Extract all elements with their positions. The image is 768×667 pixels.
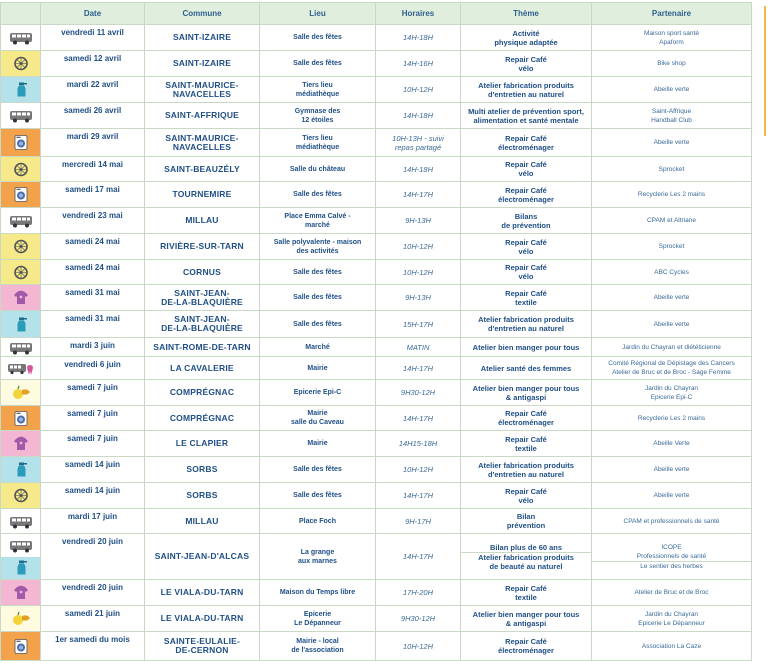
- partner-cell: Jardin du Chayran Epicerie Le Dépanneur: [592, 606, 752, 632]
- commune-cell: CORNUS: [145, 260, 260, 285]
- lieu-cell: Salle des fêtes: [260, 483, 376, 509]
- theme-cell: Atelier bien manger pour tous & antigaspi: [461, 606, 592, 632]
- partner-cell: Abeille verte: [592, 483, 752, 509]
- horaires-cell: 14H-17H: [376, 406, 461, 431]
- washing-machine-icon: [1, 129, 40, 156]
- icon-cell: [1, 77, 41, 103]
- table-row: [1, 632, 752, 661]
- horaires-cell: 14H-18H: [376, 25, 461, 51]
- bicycle-wheel-icon: [1, 157, 40, 181]
- horaires-cell: 9H-13H: [376, 208, 461, 234]
- lieu-cell: Marché: [260, 338, 376, 357]
- fruit-icon: [1, 380, 40, 405]
- partner-cell: Abeille verte: [592, 457, 752, 483]
- commune-cell: LE VIALA-DU-TARN: [145, 606, 260, 632]
- table-row: [1, 182, 752, 208]
- table-row: [1, 380, 752, 406]
- partner-cell: Comité Régional de Dépistage des Cancers Atelier de Bruc et de Broc - Sage Femme: [592, 357, 752, 380]
- icon-cell: [1, 606, 41, 632]
- partner-cell: ICOPE Professionnels de santé: [592, 543, 751, 562]
- horaires-cell: 10H-12H: [376, 234, 461, 260]
- lieu-cell: Salle des fêtes: [260, 285, 376, 311]
- horaires-cell: 15H-17H: [376, 311, 461, 338]
- shirt-icon: [1, 431, 40, 456]
- theme-cell: Bilan plus de 60 ans: [461, 543, 591, 553]
- bicycle-wheel-icon: [1, 483, 40, 508]
- date-cell: vendredi 11 avril: [41, 25, 145, 51]
- icon-cell: [1, 182, 41, 208]
- theme-cell: Atelier fabrication produits d'entretien au naturel: [461, 77, 592, 103]
- table-row: [1, 606, 752, 632]
- date-cell: mardi 29 avril: [41, 129, 145, 157]
- table-row: [1, 234, 752, 260]
- lieu-cell: Mairie: [260, 357, 376, 380]
- icon-cell: [1, 457, 41, 483]
- theme-cell: Repair Café vélo: [461, 157, 592, 182]
- lieu-cell: Salle des fêtes: [260, 51, 376, 77]
- lieu-cell: Mairie: [260, 431, 376, 457]
- commune-cell: SAINT-JEAN- DE-LA-BLAQUIÈRE: [145, 285, 260, 311]
- partner-cell: Association La Caze: [592, 632, 752, 661]
- date-cell: samedi 7 juin: [41, 431, 145, 457]
- commune-cell: SAINT-ROME-DE-TARN: [145, 338, 260, 357]
- date-cell: samedi 26 avril: [41, 103, 145, 129]
- icon-cell: [1, 103, 41, 129]
- commune-cell: SAINT-IZAIRE: [145, 25, 260, 51]
- table-row: [1, 208, 752, 234]
- icon-cell: [1, 632, 41, 661]
- partner-cell: Abeille verte: [592, 311, 752, 338]
- table-row: [1, 129, 752, 157]
- theme-cell: Repair Café électroménager: [461, 182, 592, 208]
- horaires-cell: 10H-12H: [376, 77, 461, 103]
- partner-cell: Abeille verte: [592, 77, 752, 103]
- table-row: [1, 51, 752, 77]
- commune-cell: SAINTE-EULALIE- DE-CERNON: [145, 632, 260, 661]
- commune-cell: SORBS: [145, 483, 260, 509]
- washing-machine-icon: [1, 182, 40, 207]
- partner-cell: Sprocket: [592, 234, 752, 260]
- date-cell: mercredi 14 mai: [41, 157, 145, 182]
- shirt-icon: [1, 285, 40, 310]
- schedule-container: [0, 2, 752, 661]
- lieu-cell: Place Foch: [260, 509, 376, 534]
- icon-cell: [1, 129, 41, 157]
- commune-cell: RIVIÈRE-SUR-TARN: [145, 234, 260, 260]
- table-row: [1, 77, 752, 103]
- header-partenaire: Partenaire: [592, 3, 752, 25]
- date-cell: samedi 14 juin: [41, 483, 145, 509]
- header-icon: [1, 3, 41, 25]
- partner-cell: Jardin du Chayran Epicerie Epi-C: [592, 380, 752, 406]
- bicycle-wheel-icon: [1, 234, 40, 259]
- theme-cell: Repair Café textile: [461, 285, 592, 311]
- lieu-cell: Salle des fêtes: [260, 182, 376, 208]
- theme-cell: Multi atelier de prévention sport, alimentation et santé mentale: [461, 103, 592, 129]
- horaires-cell: 14H-17H: [376, 357, 461, 380]
- horaires-cell: 14H-18H: [376, 157, 461, 182]
- partner-cell: ABC Cycles: [592, 260, 752, 285]
- commune-cell: LE VIALA-DU-TARN: [145, 580, 260, 606]
- header-date: Date: [41, 3, 145, 25]
- icon-cell: [1, 406, 41, 431]
- icon-cell: [1, 311, 41, 338]
- table-row: [1, 338, 752, 357]
- lieu-cell: Salle des fêtes: [260, 457, 376, 483]
- icon-cell: [1, 483, 41, 509]
- lieu-cell: Salle des fêtes: [260, 260, 376, 285]
- partner-cell: Abeille verte: [592, 129, 752, 157]
- icon-cell: [1, 234, 41, 260]
- icon-cell: [1, 534, 41, 580]
- table-row: [1, 483, 752, 509]
- theme-cell: Activité physique adaptée: [461, 25, 592, 51]
- spray-bottle-icon: [1, 557, 40, 580]
- partner-cell: Recyclerie Les 2 mains: [592, 182, 752, 208]
- partner-cell: Recyclerie Les 2 mains: [592, 406, 752, 431]
- theme-cell: Repair Café textile: [461, 431, 592, 457]
- horaires-cell: 17H-20H: [376, 580, 461, 606]
- lieu-cell: Epicerie Le Dépanneur: [260, 606, 376, 632]
- horaires-cell: 14H-17H: [376, 534, 461, 580]
- table-row: [1, 431, 752, 457]
- icon-cell: [1, 208, 41, 234]
- horaires-cell: 14H-17H: [376, 483, 461, 509]
- bus-icon: [1, 25, 40, 50]
- date-cell: mardi 3 juin: [41, 338, 145, 357]
- commune-cell: SAINT-JEAN- DE-LA-BLAQUIÈRE: [145, 311, 260, 338]
- partner-cell-2: Le sentier des herbes: [640, 562, 703, 570]
- horaires-cell: 9H-13H: [376, 285, 461, 311]
- bus-icon: [1, 509, 40, 533]
- date-cell: 1er samedi du mois: [41, 632, 145, 661]
- date-cell: samedi 31 mai: [41, 285, 145, 311]
- lieu-cell: Salle des fêtes: [260, 311, 376, 338]
- icon-cell: [1, 357, 41, 380]
- date-cell: samedi 7 juin: [41, 380, 145, 406]
- table-row: [1, 103, 752, 129]
- theme-cell-2: Atelier fabrication produits de beauté au naturel: [478, 552, 574, 571]
- table-row: [1, 406, 752, 431]
- bus-ribbon-icon: [1, 357, 40, 379]
- lieu-cell: Mairie - local de l'association: [260, 632, 376, 661]
- commune-cell: SAINT-MAURICE- NAVACELLES: [145, 129, 260, 157]
- icon-cell: [1, 285, 41, 311]
- partner-cell: Saint-Affrique Handball Club: [592, 103, 752, 129]
- icon-cell: [1, 380, 41, 406]
- bicycle-wheel-icon: [1, 260, 40, 284]
- commune-cell: SAINT-AFFRIQUE: [145, 103, 260, 129]
- spray-bottle-icon: [1, 311, 40, 337]
- commune-cell: MILLAU: [145, 509, 260, 534]
- partner-cell: Abeille verte: [592, 285, 752, 311]
- header-theme: Thème: [461, 3, 592, 25]
- bus-icon: [1, 534, 40, 557]
- commune-cell: LA CAVALERIE: [145, 357, 260, 380]
- horaires-cell: 10H-12H: [376, 260, 461, 285]
- horaires-cell: 10H-13H - suivi repas partagé: [376, 129, 461, 157]
- lieu-cell: Salle polyvalente - maison des activités: [260, 234, 376, 260]
- partner-cell: CPAM et Altriane: [592, 208, 752, 234]
- theme-cell: Repair Café textile: [461, 580, 592, 606]
- theme-cell: Repair Café vélo: [461, 51, 592, 77]
- date-cell: samedi 21 juin: [41, 606, 145, 632]
- spray-bottle-icon: [1, 77, 40, 102]
- shirt-icon: [1, 580, 40, 605]
- date-cell: mardi 22 avril: [41, 77, 145, 103]
- table-row: [1, 509, 752, 534]
- table-header-row: [1, 3, 752, 25]
- table-row: [1, 580, 752, 606]
- horaires-cell: 10H-12H: [376, 457, 461, 483]
- header-commune: Commune: [145, 3, 260, 25]
- date-cell: samedi 31 mai: [41, 311, 145, 338]
- icon-cell: [1, 338, 41, 357]
- side-accent-line: [764, 6, 766, 136]
- horaires-cell: 9H30-12H: [376, 606, 461, 632]
- lieu-cell: La grange aux marnes: [260, 534, 376, 580]
- theme-cell: Repair Café électroménager: [461, 129, 592, 157]
- theme-cell: Atelier santé des femmes: [461, 357, 592, 380]
- lieu-cell: Salle du château: [260, 157, 376, 182]
- icon-cell: [1, 157, 41, 182]
- commune-cell: COMPRÉGNAC: [145, 406, 260, 431]
- icon-cell: [1, 509, 41, 534]
- horaires-cell: 9H-17H: [376, 509, 461, 534]
- commune-cell: LE CLAPIER: [145, 431, 260, 457]
- date-cell: samedi 7 juin: [41, 406, 145, 431]
- theme-cell: Repair Café électroménager: [461, 406, 592, 431]
- commune-cell: SAINT-IZAIRE: [145, 51, 260, 77]
- theme-cell: Bilan prévention: [461, 509, 592, 534]
- header-lieu: Lieu: [260, 3, 376, 25]
- date-cell: samedi 24 mai: [41, 234, 145, 260]
- commune-cell: SAINT-JEAN-D'ALCAS: [145, 534, 260, 580]
- horaires-cell: 9H30-12H: [376, 380, 461, 406]
- table-row: [1, 157, 752, 182]
- lieu-cell: Maison du Temps libre: [260, 580, 376, 606]
- partner-cell: Bike shop: [592, 51, 752, 77]
- commune-cell: COMPRÉGNAC: [145, 380, 260, 406]
- schedule-table: [0, 2, 752, 661]
- theme-cell: Atelier fabrication produits d'entretien au naturel: [461, 457, 592, 483]
- table-row: [1, 357, 752, 380]
- lieu-cell: Gymnase des 12 étoiles: [260, 103, 376, 129]
- theme-cell: Atelier bien manger pour tous & antigaspi: [461, 380, 592, 406]
- bus-icon: [1, 208, 40, 233]
- icon-cell: [1, 25, 41, 51]
- table-row: [1, 457, 752, 483]
- theme-cell: Repair Café vélo: [461, 483, 592, 509]
- theme-cell: Repair Café électroménager: [461, 632, 592, 661]
- commune-cell: TOURNEMIRE: [145, 182, 260, 208]
- lieu-cell: Place Emma Calvé - marché: [260, 208, 376, 234]
- date-cell: samedi 12 avril: [41, 51, 145, 77]
- theme-cell: Repair Café vélo: [461, 234, 592, 260]
- date-cell: samedi 24 mai: [41, 260, 145, 285]
- lieu-cell: Salle des fêtes: [260, 25, 376, 51]
- commune-cell: SAINT-MAURICE- NAVACELLES: [145, 77, 260, 103]
- table-row: [1, 311, 752, 338]
- theme-cell: Bilans de prévention: [461, 208, 592, 234]
- table-row: [1, 25, 752, 51]
- commune-cell: MILLAU: [145, 208, 260, 234]
- partner-cell: Abeille Verte: [592, 431, 752, 457]
- icon-cell: [1, 260, 41, 285]
- table-row: [1, 534, 752, 580]
- theme-cell: Atelier bien manger pour tous: [461, 338, 592, 357]
- theme-cell: Atelier fabrication produits d'entretien au naturel: [461, 311, 592, 338]
- partner-cell: Maison sport santé Apaform: [592, 25, 752, 51]
- icon-cell: [1, 431, 41, 457]
- partner-cell: Sprocket: [592, 157, 752, 182]
- bus-icon: [1, 103, 40, 128]
- table-row: [1, 285, 752, 311]
- date-cell: samedi 17 mai: [41, 182, 145, 208]
- bus-icon: [1, 338, 40, 356]
- horaires-cell: 14H15-18H: [376, 431, 461, 457]
- date-cell: vendredi 6 juin: [41, 357, 145, 380]
- date-cell: vendredi 20 juin: [41, 534, 145, 580]
- horaires-cell: 14H-17H: [376, 182, 461, 208]
- spray-bottle-icon: [1, 457, 40, 482]
- partner-cell: Atelier de Bruc et de Broc: [592, 580, 752, 606]
- horaires-cell: 14H-16H: [376, 51, 461, 77]
- date-cell: samedi 14 juin: [41, 457, 145, 483]
- fruit-icon: [1, 606, 40, 631]
- horaires-cell: 10H-12H: [376, 632, 461, 661]
- washing-machine-icon: [1, 406, 40, 430]
- date-cell: vendredi 20 juin: [41, 580, 145, 606]
- horaires-cell: MATIN: [376, 338, 461, 357]
- partner-cell: CPAM et professionnels de santé: [592, 509, 752, 534]
- commune-cell: SORBS: [145, 457, 260, 483]
- header-horaires: Horaires: [376, 3, 461, 25]
- lieu-cell: Tiers lieu médiathèque: [260, 77, 376, 103]
- icon-cell: [1, 51, 41, 77]
- theme-cell: Repair Café vélo: [461, 260, 592, 285]
- lieu-cell: Tiers lieu médiathèque: [260, 129, 376, 157]
- commune-cell: SAINT-BEAUZÉLY: [145, 157, 260, 182]
- table-row: [1, 260, 752, 285]
- lieu-cell: Mairie salle du Caveau: [260, 406, 376, 431]
- date-cell: mardi 17 juin: [41, 509, 145, 534]
- washing-machine-icon: [1, 632, 40, 660]
- icon-cell: [1, 580, 41, 606]
- horaires-cell: 14H-18H: [376, 103, 461, 129]
- date-cell: vendredi 23 mai: [41, 208, 145, 234]
- partner-cell: Jardin du Chayran et diététicienne: [592, 338, 752, 357]
- lieu-cell: Epicerie Epi-C: [260, 380, 376, 406]
- bicycle-wheel-icon: [1, 51, 40, 76]
